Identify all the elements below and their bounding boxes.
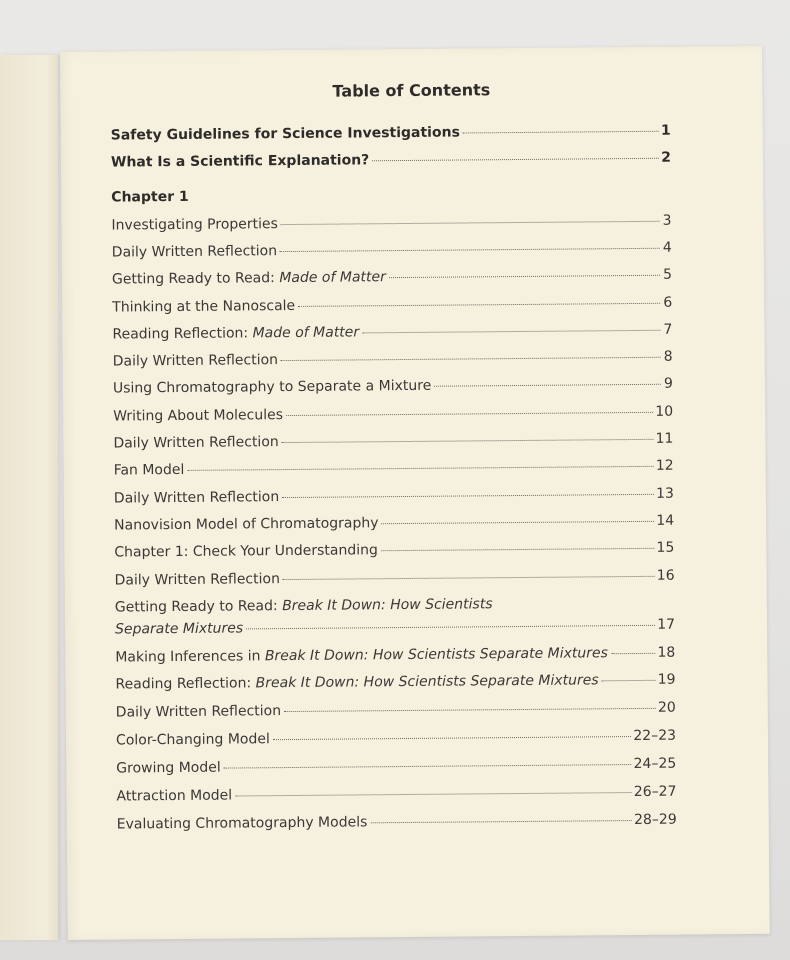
dot-leader [282, 494, 654, 498]
toc-page-number: 13 [655, 485, 674, 502]
toc-entry-italic-title: Break It Down: How Scientists Separate Mixtures [264, 645, 608, 665]
toc-entry-title [115, 645, 608, 665]
dot-leader [434, 384, 661, 387]
toc-entry [112, 240, 672, 263]
toc-entry [114, 458, 674, 481]
toc-entry [113, 349, 673, 372]
toc-page-number: 19 [657, 671, 676, 688]
toc-title: Table of Contents [332, 80, 491, 101]
toc-entry-italic-title: Made of Matter [252, 324, 360, 342]
dot-leader [372, 158, 659, 162]
toc-page-number: 12 [655, 457, 674, 474]
toc-entry [117, 812, 677, 835]
toc-entry-prefix: Getting Ready to Read: [114, 598, 283, 616]
dot-leader [611, 653, 656, 654]
toc-entry [115, 568, 675, 591]
toc-page [60, 46, 770, 940]
toc-entry [115, 645, 675, 668]
toc-page-number: 8 [663, 348, 673, 365]
toc-entry-title: Nanovision Model of Chromatography [114, 515, 379, 534]
toc-entry [116, 700, 676, 723]
toc-entry-scientific-explanation [111, 150, 671, 173]
toc-entry-continuation: Separate Mixtures [114, 620, 244, 638]
toc-page-number: 22–23 [633, 727, 677, 745]
toc-entry-title [112, 269, 386, 287]
toc-entry [113, 404, 673, 427]
toc-entry-prefix: Reading Reflection: [115, 675, 256, 693]
dot-leader [381, 521, 654, 524]
toc-entry-title: Daily Written Reflection [113, 434, 279, 452]
dot-leader [602, 680, 656, 681]
toc-entry-title: Chapter 1: Check Your Understanding [114, 542, 378, 561]
dot-leader [235, 792, 632, 796]
toc-entry [113, 376, 673, 399]
toc-entry [116, 728, 676, 751]
toc-page-number: 6 [663, 294, 673, 311]
toc-entry [116, 756, 676, 779]
toc-entry [114, 486, 674, 509]
toc-entry-title: Daily Written Reflection [112, 352, 279, 370]
toc-entry-title [115, 672, 598, 692]
toc-entry-prefix: Reading Reflection: [112, 325, 253, 343]
toc-page-number: 10 [655, 403, 674, 420]
dot-leader [463, 131, 659, 134]
dot-leader [224, 764, 632, 769]
toc-entry [113, 431, 673, 454]
dot-leader [286, 412, 653, 416]
toc-page-number: 14 [656, 512, 675, 529]
dot-leader [370, 820, 632, 823]
toc-entry [115, 672, 675, 695]
toc-entry [115, 595, 675, 640]
toc-page-number: 11 [655, 430, 674, 447]
dot-leader [280, 248, 660, 252]
toc-entry [114, 513, 674, 536]
toc-entry-title: Safety Guidelines for Science Investigations [110, 124, 460, 144]
dot-leader [389, 275, 660, 278]
toc-page-number: 9 [663, 375, 673, 392]
toc-entry-title: Daily Written Reflection [114, 571, 280, 589]
toc-entry-prefix: Getting Ready to Read: [111, 270, 280, 288]
toc-page-number: 17 [657, 616, 676, 633]
dot-leader [281, 357, 661, 361]
dot-leader [187, 466, 653, 471]
toc-page-number: 24–25 [633, 755, 677, 773]
toc-entry-title: Daily Written Reflection [113, 489, 280, 507]
toc-entry-title: Daily Written Reflection [115, 703, 282, 721]
toc-page-number: 4 [662, 239, 672, 256]
toc-page-number: 2 [661, 149, 672, 166]
toc-page-number: 15 [656, 539, 675, 556]
toc-entry-title: Daily Written Reflection [111, 243, 278, 261]
dot-leader [283, 576, 655, 580]
toc-entry-italic-title: Made of Matter [279, 269, 386, 287]
toc-entry [112, 267, 672, 290]
toc-page-number: 28–29 [634, 811, 677, 829]
toc-page-number: 5 [662, 266, 673, 283]
toc-page-number: 26–27 [633, 783, 677, 801]
dot-leader [381, 548, 655, 551]
toc-entry-title: Using Chromatography to Separate a Mixture [112, 377, 432, 397]
dot-leader [298, 303, 660, 307]
dot-leader [246, 625, 655, 630]
toc-entry [114, 540, 674, 563]
booklet-spine-edge [0, 55, 58, 940]
toc-page-number: 3 [662, 212, 672, 229]
dot-leader [273, 736, 632, 740]
toc-entry-title: Color-Changing Model [115, 731, 270, 749]
toc-entry-title: Attraction Model [116, 787, 233, 805]
toc-entry [112, 322, 672, 345]
toc-entry-italic-title: Break It Down: How Scientists Separate Mixtures [255, 672, 599, 692]
toc-page-number: 1 [660, 122, 671, 139]
toc-page-number: 16 [656, 567, 675, 584]
toc-page-number: 20 [657, 699, 676, 716]
toc-entry-title: Thinking at the Nanoscale [112, 297, 296, 316]
toc-entry-prefix: Making Inferences in [115, 648, 265, 666]
toc-entry-title: Writing About Molecules [113, 407, 284, 425]
dot-leader [284, 708, 656, 712]
toc-entry-title: Growing Model [116, 759, 221, 777]
toc-entry-title [115, 596, 493, 615]
dot-leader [362, 330, 660, 334]
dot-leader [282, 439, 654, 443]
toc-page-number: 7 [663, 321, 673, 338]
toc-entry-title: Evaluating Chromatography Models [116, 814, 368, 833]
toc-entry [111, 213, 671, 236]
toc-entry-safety-guidelines [111, 123, 671, 146]
toc-entry [116, 784, 676, 807]
toc-entry-title [112, 324, 359, 342]
toc-entry-title: What Is a Scientific Explanation? [110, 152, 370, 171]
toc-entry [112, 295, 672, 318]
chapter-heading: Chapter 1 [111, 188, 189, 206]
dot-leader [281, 221, 660, 225]
toc-entry-title: Fan Model [113, 461, 185, 479]
toc-entry-title: Investigating Properties [111, 216, 278, 234]
toc-page-number: 18 [657, 644, 676, 661]
toc-entry-italic-title: Break It Down: How Scientists [282, 596, 493, 615]
